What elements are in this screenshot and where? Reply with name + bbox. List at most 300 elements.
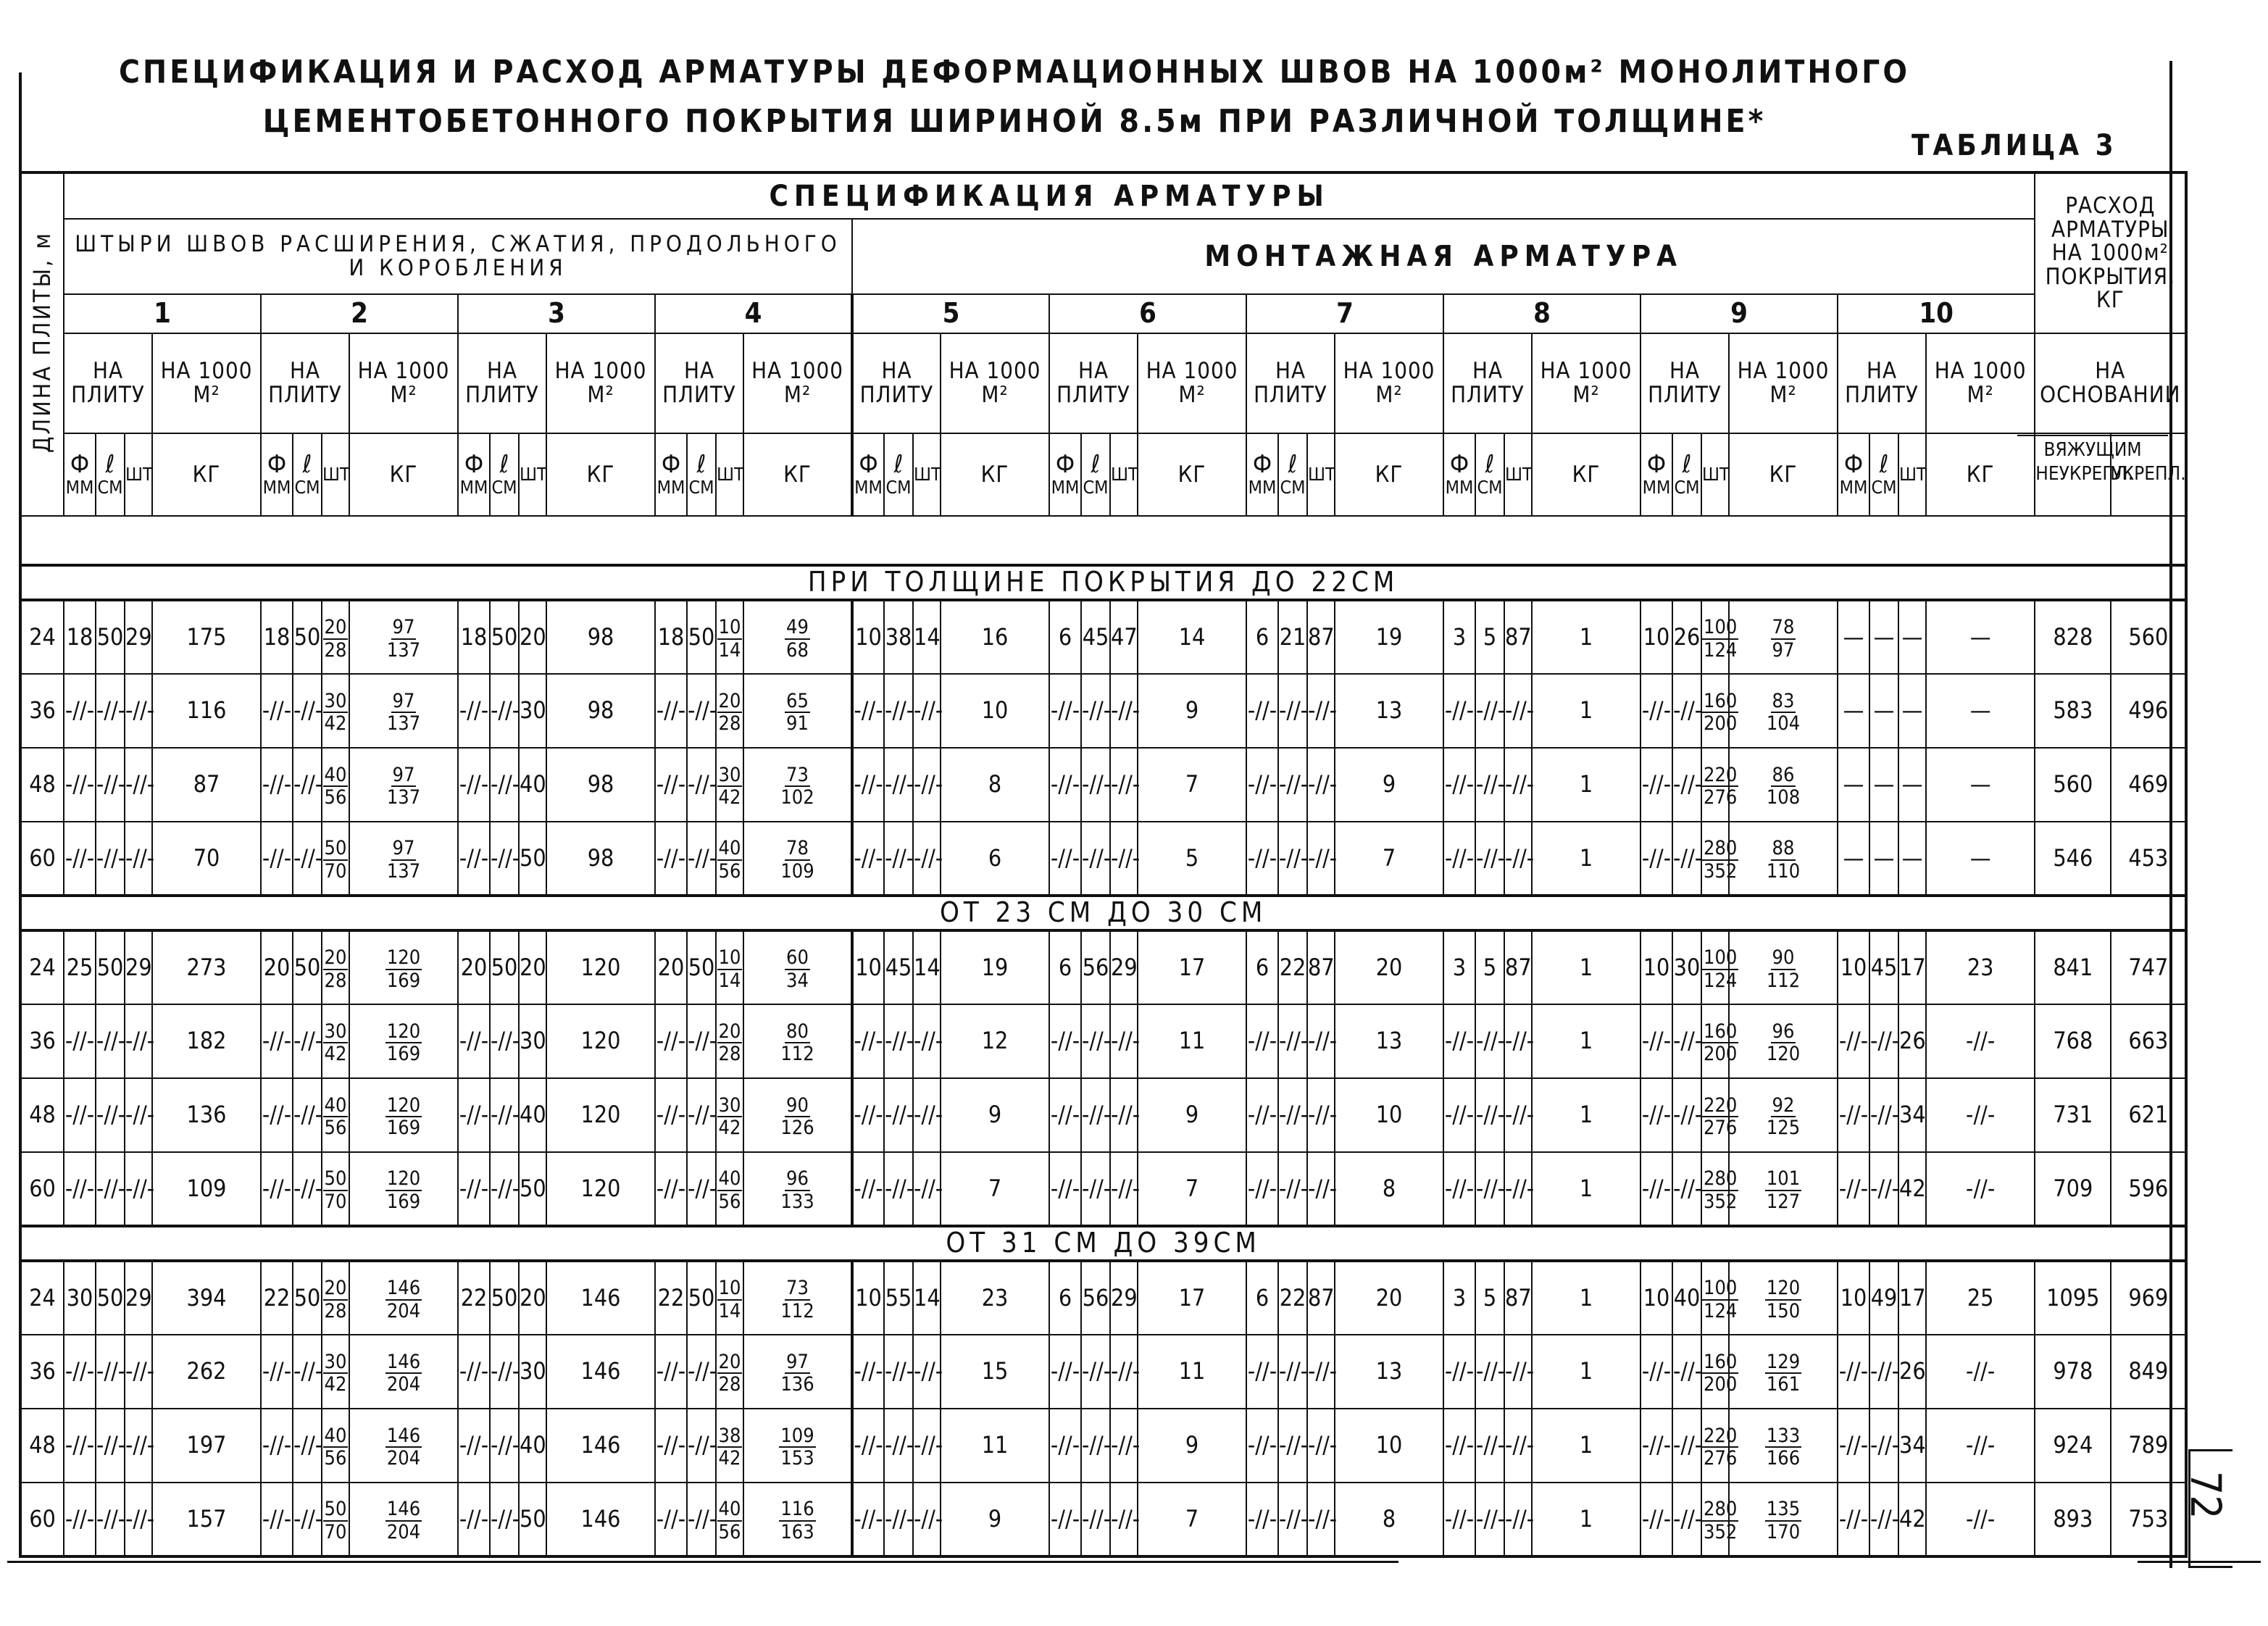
fraction-bottom: 91 <box>786 712 809 735</box>
value-cell: -//- <box>458 1004 490 1078</box>
value-cell <box>1729 822 1838 896</box>
fraction-value <box>387 691 420 734</box>
fraction-value <box>717 838 743 881</box>
fraction-top: 20 <box>718 689 741 712</box>
fraction-value <box>1765 1351 1801 1395</box>
value-cell: -//- <box>1278 1483 1307 1556</box>
fraction-top: 20 <box>324 616 347 639</box>
cm-unit: СМ <box>1083 476 1109 498</box>
per-slab-header: НА ПЛИТУ <box>261 333 349 433</box>
value-cell: -//- <box>293 1078 322 1152</box>
fraction-value <box>1767 1095 1800 1138</box>
value-cell: -//- <box>1049 822 1081 896</box>
consumption-reinforced-cell: 596 <box>2111 1152 2186 1226</box>
value-cell: -//- <box>1443 1004 1475 1078</box>
value-cell: -//- <box>1869 1004 1898 1078</box>
fraction-value <box>717 1277 743 1321</box>
value-cell: 1 <box>1532 822 1640 896</box>
value-cell <box>1701 674 1738 748</box>
fraction-bottom: 108 <box>1766 786 1801 809</box>
fraction-top: 133 <box>1766 1424 1801 1447</box>
value-cell: 20 <box>261 930 293 1004</box>
consumption-unreinforced-cell: 709 <box>2035 1152 2111 1226</box>
fraction-bottom: 200 <box>1704 1043 1738 1065</box>
value-cell: -//- <box>1049 1078 1081 1152</box>
mounting-header: МОНТАЖНАЯ АРМАТУРА <box>852 219 2035 294</box>
fraction-top: 20 <box>718 1020 741 1043</box>
fraction-top: 100 <box>1704 1277 1738 1300</box>
value-cell: -//- <box>125 674 152 748</box>
kg-header: КГ <box>1926 433 2035 516</box>
value-cell: 40 <box>519 1078 546 1152</box>
value-cell: -//- <box>1926 1152 2035 1226</box>
fraction-top: 280 <box>1704 1167 1738 1191</box>
value-cell: 26 <box>1672 600 1701 674</box>
value-cell <box>1701 1409 1738 1483</box>
fraction-value <box>323 1021 349 1064</box>
value-cell: -//- <box>293 1152 322 1226</box>
value-cell: -//- <box>1443 674 1475 748</box>
dowels-header: ШТЫРИ ШВОВ РАСШИРЕНИЯ, СЖАТИЯ, ПРОДОЛЬНОГО И КОРОБЛЕНИЯ <box>64 219 852 294</box>
value-cell <box>716 930 743 1004</box>
value-cell <box>1701 1004 1738 1078</box>
value-cell: -//- <box>261 1483 293 1556</box>
fraction-top: 97 <box>392 616 415 639</box>
thickness-section-header: ПРИ ТОЛЩИНЕ ПОКРЫТИЯ ДО 22СМ <box>20 565 2186 600</box>
value-cell <box>716 600 743 674</box>
value-cell: 273 <box>152 930 261 1004</box>
value-cell <box>1701 822 1738 896</box>
value-cell: 14 <box>913 1261 941 1335</box>
value-cell: -//- <box>1307 1335 1335 1409</box>
fraction-value <box>1702 838 1738 881</box>
fraction-bottom: 42 <box>324 712 347 735</box>
on-base-header: НА ОСНОВАНИИ <box>2035 333 2186 433</box>
value-cell: -//- <box>1672 1483 1701 1556</box>
value-cell: -//- <box>1640 1078 1672 1152</box>
slab-length-cell: 60 <box>20 1152 64 1226</box>
fraction-top: 86 <box>1772 763 1795 786</box>
value-cell: — <box>1869 748 1898 822</box>
fraction-top: 280 <box>1704 837 1738 860</box>
value-cell <box>322 1483 349 1556</box>
value-cell: -//- <box>1504 1335 1532 1409</box>
fraction-value <box>785 947 810 991</box>
cm-unit: СМ <box>1674 476 1700 498</box>
fraction-bottom: 204 <box>386 1447 421 1469</box>
value-cell <box>1701 748 1738 822</box>
value-cell: -//- <box>1926 1483 2035 1556</box>
value-cell: 98 <box>546 822 655 896</box>
fraction-value <box>323 947 349 991</box>
slab-length-cell: 60 <box>20 822 64 896</box>
value-cell: -//- <box>1110 1004 1138 1078</box>
table-row <box>20 1152 2186 1226</box>
value-cell: -//- <box>1081 748 1110 822</box>
value-cell: -//- <box>1640 1409 1672 1483</box>
value-cell <box>743 1004 852 1078</box>
value-cell <box>349 1261 458 1335</box>
fraction-top: 220 <box>1704 763 1738 786</box>
value-cell <box>716 1004 743 1078</box>
value-cell: -//- <box>1443 1409 1475 1483</box>
value-cell: 1 <box>1532 1409 1640 1483</box>
value-cell <box>322 748 349 822</box>
fraction-value <box>323 617 349 660</box>
value-cell: 10 <box>852 1261 884 1335</box>
value-cell: 11 <box>1138 1335 1246 1409</box>
value-cell: -//- <box>1443 1152 1475 1226</box>
value-cell <box>1701 1483 1738 1556</box>
value-cell: -//- <box>687 1004 716 1078</box>
value-cell: -//- <box>1672 1004 1701 1078</box>
value-cell <box>322 930 349 1004</box>
fraction-top: 78 <box>786 837 809 860</box>
value-cell: 6 <box>1246 600 1278 674</box>
pcs-header: ШТ <box>1898 433 1926 516</box>
value-cell: — <box>1926 600 2035 674</box>
fraction-bottom: 14 <box>718 1299 741 1322</box>
value-cell: 17 <box>1138 1261 1246 1335</box>
value-cell: -//- <box>96 1409 125 1483</box>
fraction-value <box>323 838 349 881</box>
value-cell: 40 <box>519 1409 546 1483</box>
consumption-reinforced-cell: 621 <box>2111 1078 2186 1152</box>
value-cell: -//- <box>1443 1483 1475 1556</box>
value-cell: -//- <box>1443 748 1475 822</box>
fraction-top: 73 <box>786 763 809 786</box>
value-cell: -//- <box>1049 674 1081 748</box>
thickness-section-header: ОТ 23 СМ ДО 30 СМ <box>20 896 2186 930</box>
pcs-header: ШТ <box>1504 433 1532 516</box>
fraction-bottom: 352 <box>1704 1520 1738 1543</box>
value-cell: 50 <box>687 600 716 674</box>
value-cell: -//- <box>687 1152 716 1226</box>
length-symbol: ℓ <box>302 450 312 480</box>
value-cell: 10 <box>1640 1261 1672 1335</box>
phi-symbol: Ф <box>70 450 90 480</box>
consumption-unreinforced-cell: 924 <box>2035 1409 2111 1483</box>
fraction-bottom: 276 <box>1704 1447 1738 1469</box>
unreinforced-label: НЕУКРЕПЛ. <box>2035 463 2134 485</box>
value-cell: 9 <box>941 1078 1049 1152</box>
fraction-top: 101 <box>1766 1167 1801 1191</box>
value-cell: 1 <box>1532 930 1640 1004</box>
value-cell: 30 <box>519 1335 546 1409</box>
value-cell <box>1701 600 1738 674</box>
fraction-bottom: 104 <box>1766 712 1801 735</box>
value-cell: 8 <box>1335 1483 1443 1556</box>
value-cell: -//- <box>1307 1078 1335 1152</box>
value-cell: 19 <box>941 930 1049 1004</box>
phi-mm-header <box>458 433 490 516</box>
slab-length-cell: 24 <box>20 600 64 674</box>
length-symbol: ℓ <box>1091 450 1101 480</box>
length-cm-header <box>687 433 716 516</box>
value-cell: -//- <box>490 822 519 896</box>
fraction-top: 220 <box>1704 1424 1738 1447</box>
value-cell: 6 <box>1049 930 1081 1004</box>
value-cell: 8 <box>941 748 1049 822</box>
fraction-top: 50 <box>324 1167 347 1191</box>
value-cell <box>743 822 852 896</box>
value-cell: 87 <box>1307 600 1335 674</box>
value-cell: -//- <box>852 1152 884 1226</box>
fraction-top: 96 <box>786 1167 809 1191</box>
per-slab-header: НА ПЛИТУ <box>852 333 941 433</box>
fraction-value <box>1702 1095 1738 1138</box>
value-cell: -//- <box>1504 1483 1532 1556</box>
fraction-value <box>717 1095 743 1138</box>
value-cell: 20 <box>519 930 546 1004</box>
cm-unit: СМ <box>97 476 123 498</box>
per-1000-header: НА 1000 М² <box>1729 333 1838 433</box>
phi-mm-header <box>1640 433 1672 516</box>
value-cell: -//- <box>1278 1078 1307 1152</box>
fraction-top: 100 <box>1704 946 1738 970</box>
table-row <box>20 1261 2186 1335</box>
value-cell: -//- <box>852 1483 884 1556</box>
value-cell: 146 <box>546 1335 655 1409</box>
fraction-value <box>785 691 810 734</box>
value-cell: -//- <box>1049 1335 1081 1409</box>
value-cell: 30 <box>64 1261 96 1335</box>
value-cell: 10 <box>1640 930 1672 1004</box>
value-cell: 87 <box>152 748 261 822</box>
value-cell <box>716 1261 743 1335</box>
per-slab-header: НА ПЛИТУ <box>1246 333 1335 433</box>
value-cell: 11 <box>1138 1004 1246 1078</box>
length-symbol: ℓ <box>1879 450 1889 480</box>
value-cell <box>716 748 743 822</box>
value-cell: -//- <box>490 748 519 822</box>
phi-symbol: Ф <box>1449 450 1469 480</box>
kg-header: КГ <box>743 433 852 516</box>
fraction-bottom: 28 <box>324 638 347 662</box>
value-cell: 87 <box>1307 930 1335 1004</box>
per-1000-header: НА 1000 М² <box>1335 333 1443 433</box>
value-cell <box>1729 1078 1838 1152</box>
value-cell: -//- <box>64 1152 96 1226</box>
fraction-value <box>717 1021 743 1064</box>
length-symbol: ℓ <box>1288 450 1298 480</box>
value-cell: -//- <box>1110 822 1138 896</box>
mm-unit: ММ <box>65 476 94 498</box>
mm-unit: ММ <box>1642 476 1671 498</box>
table-number: ТАБЛИЦА 3 <box>1911 129 2117 162</box>
value-cell: 10 <box>1640 600 1672 674</box>
value-cell: 17 <box>1138 930 1246 1004</box>
value-cell: 50 <box>293 1261 322 1335</box>
value-cell: -//- <box>1110 1409 1138 1483</box>
fraction-top: 20 <box>324 1277 347 1300</box>
value-cell: 10 <box>1838 1261 1869 1335</box>
value-cell: -//- <box>1081 1335 1110 1409</box>
value-cell: -//- <box>261 748 293 822</box>
fraction-top: 50 <box>324 837 347 860</box>
fraction-top: 40 <box>324 763 347 786</box>
fraction-bottom: 42 <box>324 1043 347 1065</box>
value-cell: -//- <box>96 1004 125 1078</box>
fraction-bottom: 170 <box>1766 1520 1801 1543</box>
fraction-top: 60 <box>786 946 809 970</box>
value-cell <box>743 1078 852 1152</box>
fraction-bottom: 204 <box>386 1373 421 1396</box>
value-cell: 50 <box>490 600 519 674</box>
value-cell: 1 <box>1532 1483 1640 1556</box>
value-cell: -//- <box>852 1078 884 1152</box>
fraction-bottom: 137 <box>386 638 421 662</box>
fraction-bottom: 42 <box>718 1117 741 1139</box>
slab-length-cell: 36 <box>20 1004 64 1078</box>
value-cell: 20 <box>519 1261 546 1335</box>
kg-header: КГ <box>1532 433 1640 516</box>
value-cell <box>322 1078 349 1152</box>
fraction-value <box>1702 691 1738 734</box>
value-cell: -//- <box>1475 1483 1504 1556</box>
value-cell: -//- <box>1278 1152 1307 1226</box>
value-cell <box>322 1004 349 1078</box>
fraction-top: 97 <box>392 689 415 712</box>
per-1000-header: НА 1000 М² <box>1926 333 2035 433</box>
per-slab-header: НА ПЛИТУ <box>1838 333 1926 433</box>
value-cell: -//- <box>490 1078 519 1152</box>
value-cell: -//- <box>1838 1078 1869 1152</box>
consumption-reinforced-cell: 496 <box>2111 674 2186 748</box>
phi-mm-header <box>655 433 687 516</box>
fraction-value <box>1702 764 1738 808</box>
value-cell: 20 <box>458 930 490 1004</box>
value-cell: -//- <box>687 1335 716 1409</box>
fraction-value <box>779 1425 815 1469</box>
value-cell: 21 <box>1278 600 1307 674</box>
phi-symbol: Ф <box>661 450 681 480</box>
value-cell <box>743 674 852 748</box>
value-cell: -//- <box>1307 1409 1335 1483</box>
mm-unit: ММ <box>459 476 488 498</box>
value-cell: -//- <box>64 1335 96 1409</box>
value-cell: -//- <box>1278 748 1307 822</box>
value-cell: -//- <box>655 674 687 748</box>
value-cell: -//- <box>1869 1483 1898 1556</box>
fraction-bottom: 28 <box>718 1043 741 1065</box>
value-cell: -//- <box>261 1335 293 1409</box>
fraction-bottom: 14 <box>718 638 741 662</box>
value-cell: 34 <box>1898 1409 1926 1483</box>
value-cell <box>349 600 458 674</box>
slab-length-cell: 24 <box>20 930 64 1004</box>
value-cell: 1 <box>1532 748 1640 822</box>
value-cell: -//- <box>64 1483 96 1556</box>
consumption-unreinforced-cell: 841 <box>2035 930 2111 1004</box>
fraction-top: 88 <box>1772 837 1795 860</box>
length-symbol: ℓ <box>105 450 115 480</box>
value-cell: 49 <box>1869 1261 1898 1335</box>
fraction-bottom: 42 <box>718 786 741 809</box>
value-cell: -//- <box>913 674 941 748</box>
value-cell: -//- <box>1838 1483 1869 1556</box>
consumption-reinforced-cell: 469 <box>2111 748 2186 822</box>
value-cell: -//- <box>64 1409 96 1483</box>
value-cell: -//- <box>852 1335 884 1409</box>
value-cell: -//- <box>655 1335 687 1409</box>
value-cell: -//- <box>655 1004 687 1078</box>
fraction-bottom: 28 <box>718 712 741 735</box>
fraction-bottom: 110 <box>1766 859 1801 883</box>
value-cell: 50 <box>687 930 716 1004</box>
value-cell: -//- <box>1672 1152 1701 1226</box>
fraction-bottom: 42 <box>324 1373 347 1396</box>
value-cell: -//- <box>1110 674 1138 748</box>
value-cell: 25 <box>1926 1261 2035 1335</box>
phi-symbol: Ф <box>464 450 484 480</box>
fraction-top: 30 <box>324 1350 347 1373</box>
value-cell: -//- <box>125 822 152 896</box>
value-cell: 5 <box>1475 600 1504 674</box>
slab-length-cell: 60 <box>20 1483 64 1556</box>
fraction-top: 146 <box>386 1350 421 1373</box>
fraction-bottom: 352 <box>1704 859 1738 883</box>
value-cell: -//- <box>1049 1004 1081 1078</box>
value-cell: -//- <box>64 1078 96 1152</box>
fraction-bottom: 352 <box>1704 1190 1738 1213</box>
value-cell <box>716 1409 743 1483</box>
consumption-unreinforced-cell: 731 <box>2035 1078 2111 1152</box>
per-slab-header: НА ПЛИТУ <box>1640 333 1729 433</box>
value-cell <box>743 1335 852 1409</box>
phi-mm-header <box>261 433 293 516</box>
fraction-value <box>717 947 743 991</box>
value-cell: 3 <box>1443 1261 1475 1335</box>
per-1000-header: НА 1000 М² <box>546 333 655 433</box>
consumption-unreinforced-cell: 978 <box>2035 1335 2111 1409</box>
value-cell: -//- <box>687 1078 716 1152</box>
value-cell <box>349 674 458 748</box>
value-cell: -//- <box>852 674 884 748</box>
phi-symbol: Ф <box>267 450 287 480</box>
value-cell: 6 <box>941 822 1049 896</box>
value-cell: -//- <box>261 1409 293 1483</box>
mm-unit: ММ <box>1051 476 1080 498</box>
value-cell: -//- <box>1110 1483 1138 1556</box>
value-cell: 157 <box>152 1483 261 1556</box>
value-cell: -//- <box>1672 674 1701 748</box>
value-cell: -//- <box>458 1409 490 1483</box>
fraction-bottom: 124 <box>1704 638 1738 662</box>
value-cell <box>1701 1078 1738 1152</box>
value-cell: -//- <box>458 748 490 822</box>
value-cell: 262 <box>152 1335 261 1409</box>
fraction-bottom: 169 <box>386 1043 421 1065</box>
value-cell: — <box>1838 600 1869 674</box>
fraction-bottom: 28 <box>718 1373 741 1396</box>
fraction-bottom: 127 <box>1766 1190 1801 1213</box>
value-cell: 1 <box>1532 600 1640 674</box>
consumption-unreinforced-cell: 1095 <box>2035 1261 2111 1335</box>
value-cell: 56 <box>1081 1261 1110 1335</box>
value-cell <box>349 1078 458 1152</box>
value-cell: -//- <box>125 1152 152 1226</box>
value-cell: -//- <box>1640 1335 1672 1409</box>
value-cell <box>322 1409 349 1483</box>
value-cell <box>1729 1483 1838 1556</box>
fraction-bottom: 14 <box>718 969 741 992</box>
fraction-top: 96 <box>1772 1020 1795 1043</box>
document-title-line-1: СПЕЦИФИКАЦИЯ И РАСХОД АРМАТУРЫ ДЕФОРМАЦИОННЫХ ШВОВ НА 1000м² МОНОЛИТНОГО <box>118 54 1910 91</box>
value-cell: 6 <box>1049 1261 1081 1335</box>
fraction-value <box>717 617 743 660</box>
value-cell <box>1729 600 1838 674</box>
